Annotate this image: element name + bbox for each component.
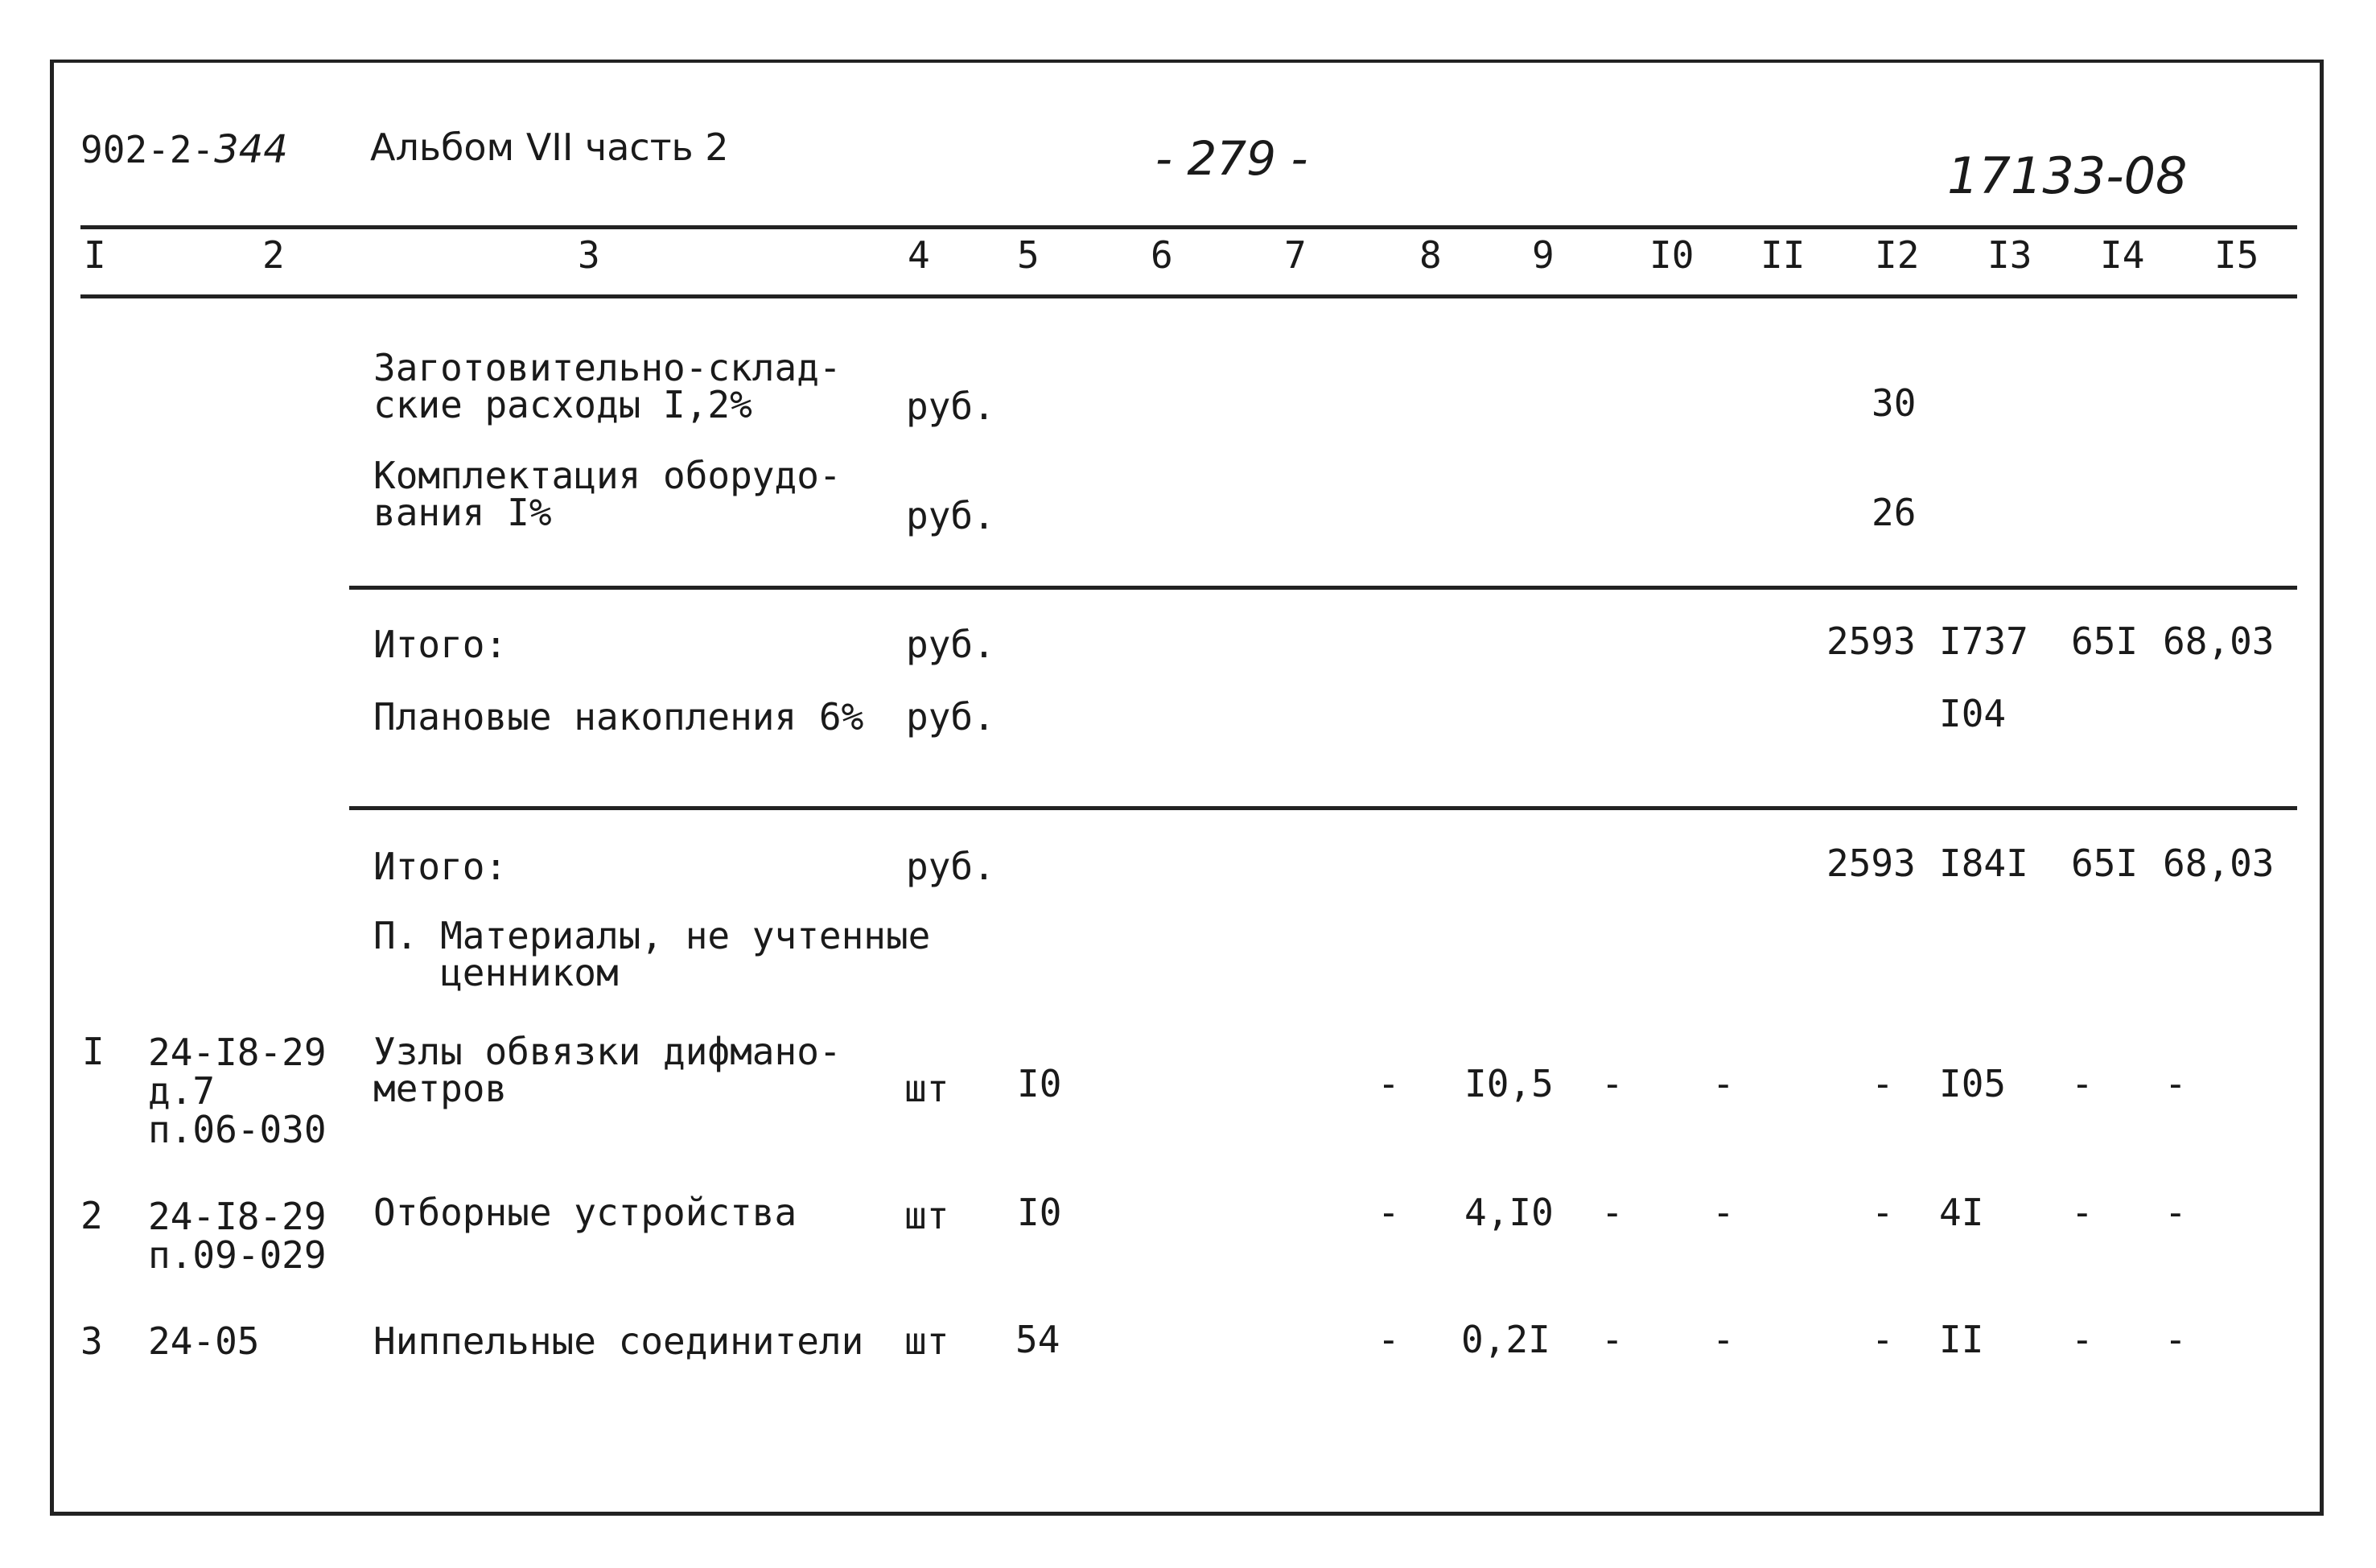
row-col13: I737 bbox=[1939, 619, 2028, 663]
subtotal-rule-2 bbox=[349, 806, 2297, 810]
row-col14: - bbox=[2071, 1318, 2094, 1361]
row-unit: шт bbox=[904, 1319, 949, 1363]
row-col13: I05 bbox=[1939, 1062, 2007, 1105]
col-2-header: 2 bbox=[262, 233, 285, 277]
row-col15: 68,03 bbox=[2163, 619, 2275, 663]
row-col15: - bbox=[2164, 1318, 2187, 1361]
col-9-header: 9 bbox=[1532, 233, 1554, 277]
row-name: Отборные устройства bbox=[373, 1191, 797, 1234]
row-name: Узлы обвязки дифмано- метров bbox=[373, 1030, 842, 1110]
section-heading: П. Материалы, не учтенные ценником bbox=[373, 914, 931, 994]
row-unit: руб. bbox=[906, 623, 995, 666]
col-14-header: I4 bbox=[2100, 233, 2145, 277]
row-col13: 4I bbox=[1939, 1191, 1984, 1234]
row-col9: 0,2I bbox=[1461, 1318, 1550, 1361]
row-unit: шт bbox=[904, 1194, 949, 1237]
col-7-header: 7 bbox=[1284, 233, 1307, 277]
header-top-rule bbox=[80, 225, 2297, 229]
row-col5: I0 bbox=[1017, 1062, 1062, 1105]
row-number: 2 bbox=[80, 1194, 103, 1237]
row-col12: 26 bbox=[1872, 491, 1917, 534]
row-col12: 30 bbox=[1872, 381, 1917, 425]
row-number: I bbox=[82, 1030, 105, 1073]
row-name: Заготовительно-склад- ские расходы I,2% bbox=[373, 346, 842, 426]
row-col5: I0 bbox=[1017, 1191, 1062, 1234]
row-col14: - bbox=[2071, 1191, 2094, 1234]
row-name: Итого: bbox=[373, 623, 508, 666]
row-col11: - bbox=[1712, 1062, 1735, 1105]
row-col9: I0,5 bbox=[1464, 1062, 1554, 1105]
col-12-header: I2 bbox=[1875, 233, 1920, 277]
subtotal-rule-1 bbox=[349, 586, 2297, 590]
row-col14: 65I bbox=[2071, 842, 2139, 885]
row-col13: I84I bbox=[1939, 842, 2028, 885]
row-code: 24-05 bbox=[148, 1319, 260, 1363]
col-11-header: II bbox=[1760, 233, 1806, 277]
row-name: Итого: bbox=[373, 845, 508, 888]
page-number: - 279 - bbox=[1155, 131, 1308, 186]
row-col10: - bbox=[1601, 1062, 1624, 1105]
document-number: 17133-08 bbox=[1947, 146, 2188, 205]
row-code: 24-I8-29 д.7 п.06-030 bbox=[148, 1031, 327, 1151]
row-name: Ниппельные соединители bbox=[373, 1319, 864, 1363]
row-col13: I04 bbox=[1939, 692, 2007, 735]
row-col10: - bbox=[1601, 1191, 1624, 1234]
col-5-header: 5 bbox=[1017, 233, 1040, 277]
col-3-header: 3 bbox=[578, 233, 600, 277]
row-col10: - bbox=[1601, 1318, 1624, 1361]
row-col5: 54 bbox=[1015, 1318, 1060, 1361]
row-col14: 65I bbox=[2071, 619, 2139, 663]
row-name: Плановые накопления 6% bbox=[373, 695, 864, 739]
row-col12: 2593 bbox=[1826, 842, 1916, 885]
row-col15: 68,03 bbox=[2163, 842, 2275, 885]
row-col11: - bbox=[1712, 1191, 1735, 1234]
row-col12: - bbox=[1872, 1318, 1894, 1361]
row-col8: - bbox=[1377, 1191, 1400, 1234]
row-col12: - bbox=[1872, 1062, 1894, 1105]
row-col8: - bbox=[1377, 1318, 1400, 1361]
album-label: Альбом VII часть 2 bbox=[370, 126, 729, 169]
col-10-header: I0 bbox=[1649, 233, 1694, 277]
row-col11: - bbox=[1712, 1318, 1735, 1361]
row-unit: руб. bbox=[906, 845, 995, 888]
row-col15: - bbox=[2164, 1191, 2187, 1234]
col-1-header: I bbox=[84, 233, 106, 277]
row-unit: руб. bbox=[906, 695, 995, 739]
row-col8: - bbox=[1377, 1062, 1400, 1105]
page-frame bbox=[50, 60, 2324, 1516]
row-number: 3 bbox=[80, 1319, 103, 1363]
row-col15: - bbox=[2164, 1062, 2187, 1105]
row-unit: шт bbox=[904, 1067, 949, 1110]
header-bottom-rule bbox=[80, 294, 2297, 298]
row-col12: - bbox=[1872, 1191, 1894, 1234]
row-code: 24-I8-29 п.09-029 bbox=[148, 1195, 327, 1277]
row-col13: II bbox=[1939, 1318, 1984, 1361]
row-name: Комплектация оборудо- вания I% bbox=[373, 454, 842, 534]
row-col12: 2593 bbox=[1826, 619, 1916, 663]
col-4-header: 4 bbox=[908, 233, 930, 277]
row-col14: - bbox=[2071, 1062, 2094, 1105]
col-8-header: 8 bbox=[1419, 233, 1442, 277]
col-6-header: 6 bbox=[1151, 233, 1173, 277]
col-15-header: I5 bbox=[2214, 233, 2259, 277]
col-13-header: I3 bbox=[1987, 233, 2032, 277]
row-unit: руб. bbox=[906, 494, 995, 537]
series-number: 902-2-344 bbox=[80, 127, 288, 172]
row-col9: 4,I0 bbox=[1464, 1191, 1554, 1234]
row-unit: руб. bbox=[906, 385, 995, 428]
